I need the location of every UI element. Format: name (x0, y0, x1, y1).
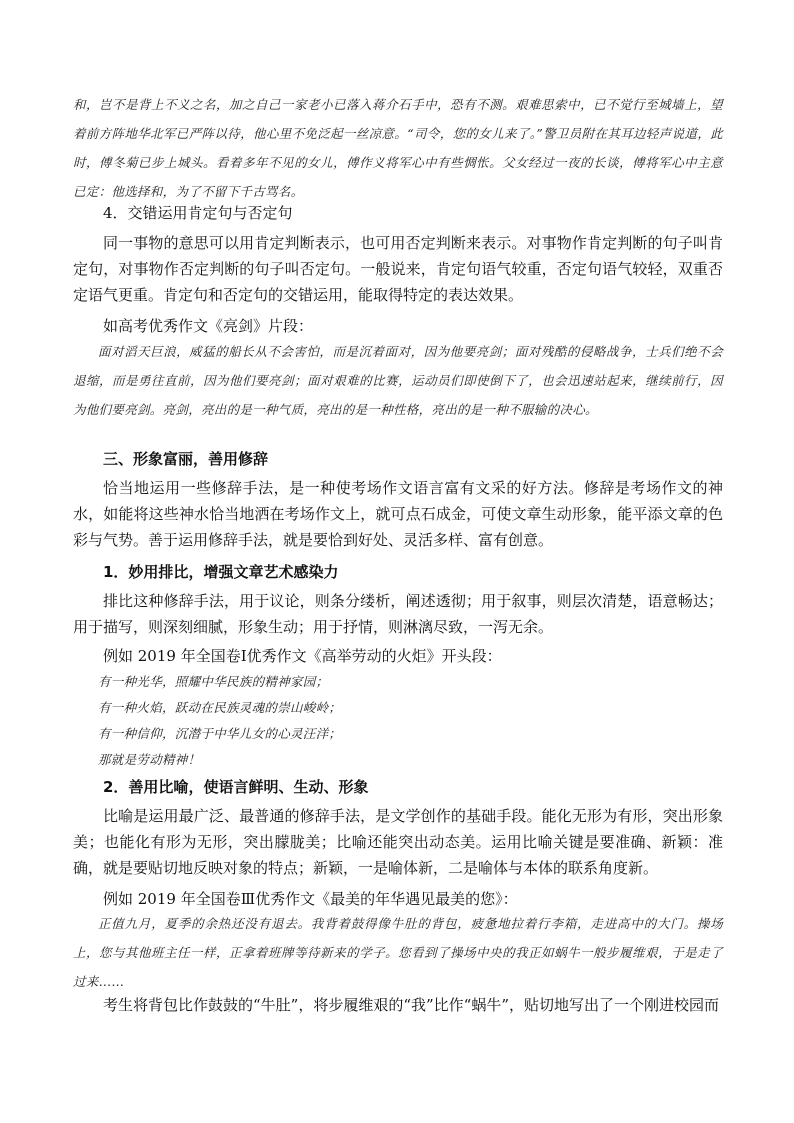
example-intro-best-years: 例如 2019 年全国卷Ⅲ优秀作文《最美的年华遇见最美的您》： (103, 890, 518, 908)
paragraph-rhetoric-intro: 恰当地运用一些修辞手法，是一种使考场作文语言富有文采的好方法。修辞是考场作文的神水，如能将这些神水恰当地洒在考场作文上，就可点石成金，可使文章生动形象，能平添文章的色彩与气势。善于运用修辞手法，就是要恰到好处、灵活多样、富有创意。 (73, 479, 723, 549)
quote-line-2: 有一种火焰，跃动在民族灵魂的崇山峻岭； (98, 700, 342, 715)
quote-paragraph-fu-zuoyi: 和，岂不是背上不义之名，加之自己一家老小已落入蒋介石手中，恐有不测。艰难思索中，已不觉行至城墙上，望着前方阵地华北军已严阵以待，他心里不免泛起一丝凉意。“司令，您的女儿来了。”警卫员附在其耳边轻声说道，此时，傅冬菊已步上城头。看着多年不见的女儿，傅作义将军心中有些惆怅。父女经过一夜的长谈，傅将军心中主意已定：他选择和，为了不留下千古骂名。 (73, 97, 723, 199)
quote-line-3: 有一种信仰，沉潜于中华儿女的心灵汪洋； (98, 726, 342, 741)
quote-line-1: 有一种光华，照耀中华民族的精神家园； (98, 674, 329, 689)
subheading-metaphor: 2．善用比喻，使语言鲜明、生动、形象 (103, 778, 369, 796)
paragraph-metaphor: 比喻是运用最广泛、最普通的修辞手法，是文学创作的基础手段。能化无形为有形，突出形象美；也能化有形为无形，突出朦胧美；比喻还能突出动态美。运用比喻关键是要准确、新颖：准确，就是要贴切地反映对象的特点；新颖，一是喻体新，二是喻体与本体的联系角度新。 (73, 807, 723, 877)
example-intro-labor-torch: 例如 2019 年全国卷Ⅰ优秀作文《高举劳动的火炬》开头段： (103, 647, 502, 665)
paragraph-parallelism: 排比这种修辞手法，用于议论，则条分缕析，阐述透彻；用于叙事，则层次清楚，语意畅达；用于描写，则深刻细腻，形象生动；用于抒情，则淋漓尽致，一泻无余。 (73, 592, 723, 636)
subheading-alternate-sentences: 4．交错运用肯定句与否定句 (103, 204, 293, 222)
section-heading-rhetoric: 三、形象富丽，善用修辞 (103, 450, 269, 468)
subheading-parallelism: 1．妙用排比，增强文章艺术感染力 (103, 563, 339, 581)
quote-paragraph-best-years: 正值九月，夏季的余热还没有退去。我背着鼓得像牛肚的背包，疲惫地拉着行李箱，走进高中的大门。操场上，您与其他班主任一样，正拿着班牌等待新来的学子。您看到了操场中央的我正如蜗牛一般步履维艰，于是走了过来…… (73, 916, 723, 989)
quote-line-4: 那就是劳动精神！ (98, 752, 201, 767)
quote-paragraph-liangjian: 面对滔天巨浪，威猛的船长从不会害怕，而是沉着面对，因为他要亮剑；面对残酷的侵略战争，士兵们绝不会退缩，而是勇往直前，因为他们要亮剑；面对艰难的比赛，运动员们即使倒下了，也会迅速站起来，继续前行，因为他们要亮剑。亮剑，亮出的是一种气质，亮出的是一种性格，亮出的是一种不服输的决心。 (73, 344, 723, 417)
paragraph-affirmative-negative: 同一事物的意思可以用肯定判断表示，也可用否定判断来表示。对事物作肯定判断的句子叫肯定句，对事物作否定判断的句子叫否定句。一般说来，肯定句语气较重，否定句语气较轻，双重否定语气更重。肯定句和否定句的交错运用，能取得特定的表达效果。 (73, 234, 723, 304)
example-intro-liangjian: 如高考优秀作文《亮剑》片段： (103, 317, 314, 335)
paragraph-analysis: 考生将背包比作鼓鼓的“牛肚”，将步履维艰的“我”比作“蜗牛”，贴切地写出了一个刚进校园而 (103, 996, 720, 1014)
